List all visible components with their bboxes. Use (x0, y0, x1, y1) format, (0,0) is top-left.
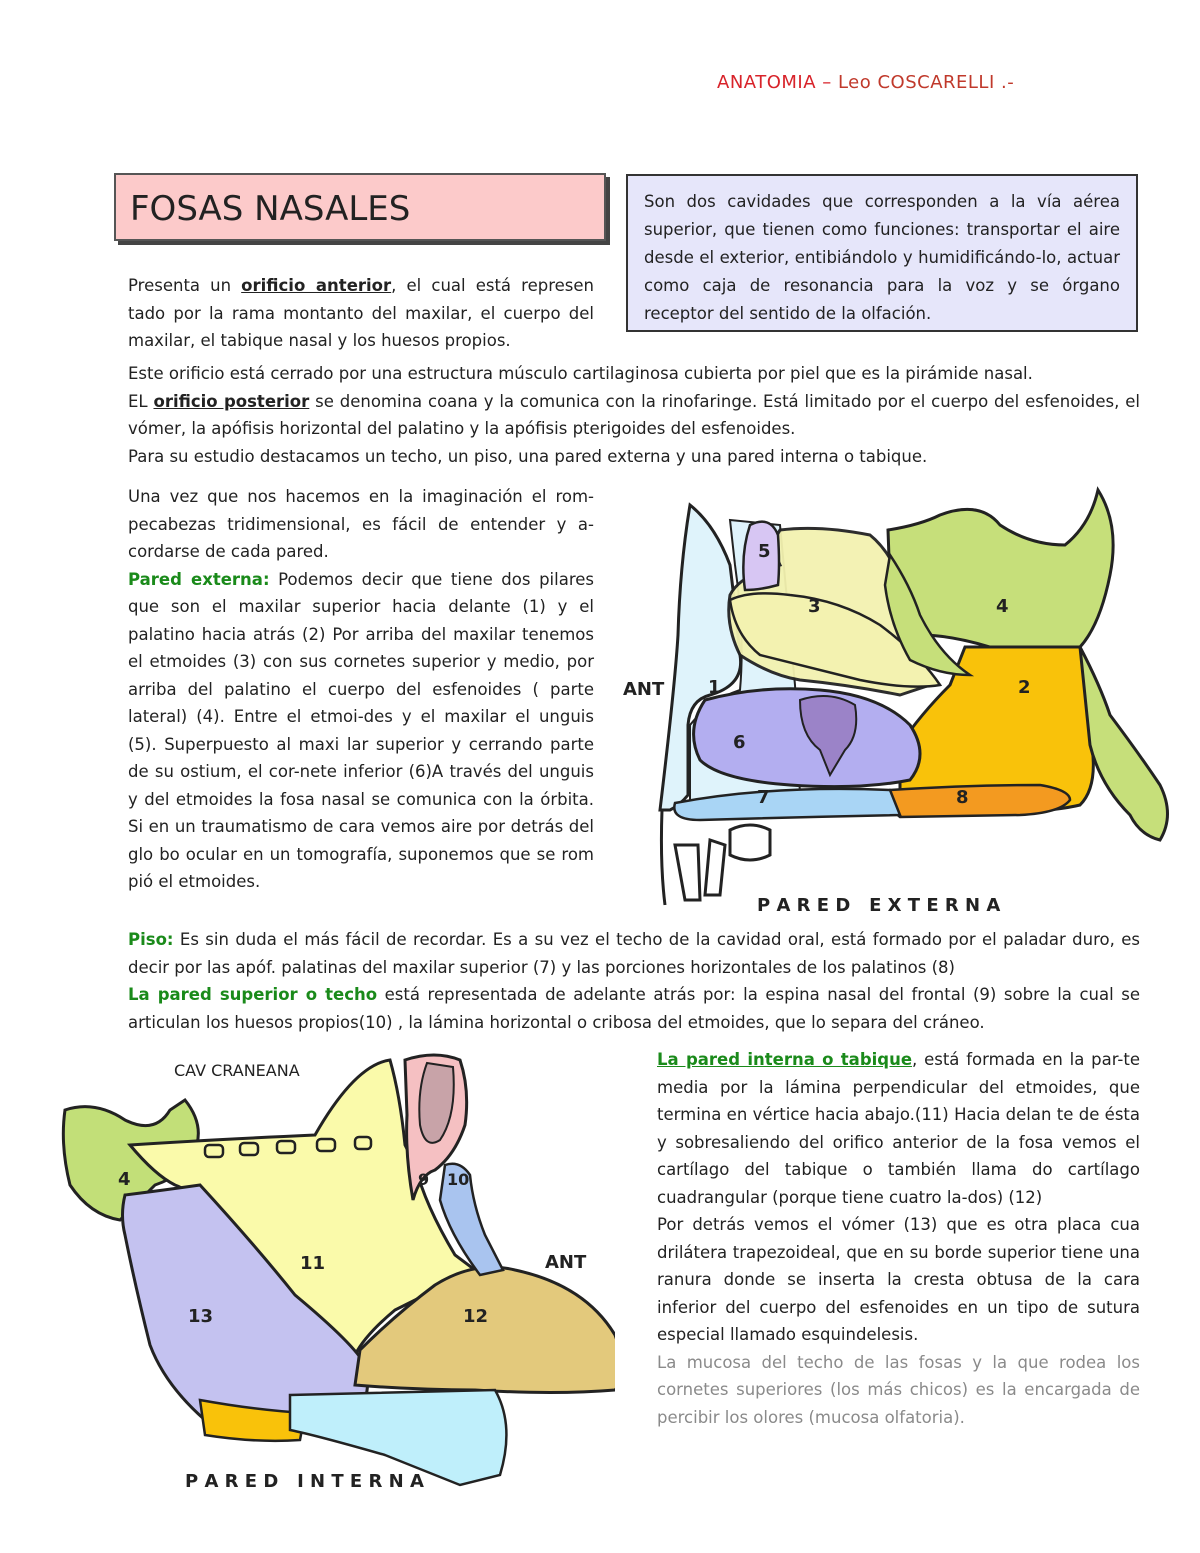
label-11: 11 (300, 1253, 326, 1274)
intro-text: Este orificio está cerrado por una estructura músculo cartilaginosa cubierta por piel que es la pirámide nasal. (128, 364, 1033, 383)
interna-section (657, 1046, 1140, 1431)
ant-label: ANT (623, 679, 665, 700)
orificio-anterior-term: orificio anterior (241, 276, 392, 295)
piso-text: Es sin duda el más fácil de recordar. Es a su vez el techo de la cavidad oral, está formado por el paladar duro, es decir por las apóf. palatinas del maxilar superior (7) y las porciones horizontales de los palatinos (8) (128, 930, 1140, 977)
label-8: 8 (956, 787, 969, 808)
page-title: FOSAS NASALES (130, 189, 411, 229)
label-4: 4 (996, 596, 1009, 617)
label-9: 9 (418, 1170, 430, 1189)
piso-techo-section (128, 926, 1140, 1036)
label-2: 2 (1018, 677, 1031, 698)
techo-text: está representada de adelante atrás por: la espina nasal del frontal (9) sobre la cual se articulan los huesos propios(10) , la lámina horizontal o cribosa del etmoides, que lo separa del cráneo. (128, 985, 1140, 1032)
intro-paragraph-2 (128, 360, 1140, 470)
externa-section (128, 483, 594, 896)
ant-label: ANT (545, 1252, 587, 1273)
label-1: 1 (708, 677, 721, 698)
page-header (717, 72, 1014, 93)
pared-externa-figure (620, 485, 1182, 920)
externa-intro: Una vez que nos hacemos en la imaginación el rom-pecabezas tridimensional, es fácil de entender y a-cordarse de cada pared. (128, 487, 594, 561)
teeth (675, 825, 770, 900)
label-10: 10 (447, 1170, 470, 1189)
header-author: Leo COSCARELLI .- (837, 72, 1015, 93)
label-3: 3 (808, 596, 821, 617)
label-5: 5 (758, 541, 771, 562)
vomer-text: Por detrás vemos el vómer (13) que es otra placa cua drilátera trapezoideal, que en su borde superior tiene una ranura donde se inserta la cresta obtusa de la cara inferior del cuerpo del esfenoides en un tipo de sutura especial llamado esquindelesis. (657, 1215, 1140, 1344)
definition-box: Son dos cavidades que corresponden a la vía aérea superior, que tienen como funciones: transportar el aire desde el exterior, entibiándolo y humidificándo-lo, actuar como caja de resonancia para la voz y se órgano receptor del sentido de la olfación. (626, 174, 1138, 332)
intro-text: EL (128, 391, 154, 411)
piso-term: Piso: (128, 930, 174, 949)
intro-text: se denomina coana y la comunica con la rinofaringe. Está limitado por el cuerpo del esfenoides, el vómer, la apófisis horizontal del palatino y la apófisis pterigoides del esfenoides. (128, 391, 1140, 438)
interna-text: , está formada en la par-te media por la lámina perpendicular del etmoides, que termina en vértice hacia abajo.(11) Hacia delan te de ésta y sobresaliendo del orifico anterior de la fosa vemos el cartílago del tabique o también llama do cartílago cuadrangular (porque tiene cuatro la-dos) (12) (657, 1050, 1140, 1207)
intro-text: Para su estudio destacamos un techo, un piso, una pared externa y una pared interna o tabique. (128, 446, 928, 466)
label-13: 13 (188, 1306, 214, 1327)
pared-externa-term: Pared externa: (128, 569, 270, 589)
label-4: 4 (118, 1169, 131, 1190)
mucosa-text: La mucosa del techo de las fosas y la que rodea los cornetes superiores (los más chicos) es la encargada de percibir los olores (mucosa olfatoria). (657, 1352, 1140, 1427)
jaw-outline (661, 810, 665, 905)
intro-text: , el cual está represen tado por la rama montanto del maxilar, el cuerpo del maxilar, el tabique nasal y los huesos propios. (128, 276, 594, 350)
pared-interna-term: La pared interna o tabique (657, 1050, 913, 1069)
externa-text: Podemos decir que tiene dos pilares que son el maxilar superior hacia delante (1) y el palatino hacia atrás (2) Por arriba del maxilar tenemos el etmoides (3) con sus cornetes superior y medio, por arriba del palatino el cuerpo del esfenoides ( parte lateral) (4). Entre el etmoi-des y el maxilar el unguis (5). Superpuesto al maxi lar superior y cerrando parte de su ostium, el cor-nete inferior (6)A través del unguis y del etmoides la fosa nasal se comunica con la órbita. Si en un traumatismo de cara vemos aire por detrás del glo bo ocular en un tomografía, suponemos que se rom pió el etmoides. (128, 569, 594, 891)
label-12: 12 (463, 1306, 489, 1327)
pared-interna-figure (55, 1045, 615, 1505)
pared-interna-caption: P A R E D I N T E R N A (185, 1471, 424, 1492)
header-subject: ANATOMIA – (717, 72, 838, 93)
intro-text: Presenta un (128, 276, 242, 295)
title-box (114, 173, 606, 241)
cav-craneana-label: CAV CRANEANA (174, 1061, 300, 1080)
label-6: 6 (733, 732, 746, 753)
pterigoides-region (1080, 647, 1168, 840)
techo-term: La pared superior o techo (128, 985, 378, 1004)
intro-paragraph-1 (128, 272, 594, 355)
label-7: 7 (757, 787, 770, 808)
palatino-horizontal-region (889, 785, 1070, 817)
pared-externa-caption: P A R E D E X T E R N A (757, 895, 1001, 916)
orificio-posterior-term: orificio posterior (153, 391, 310, 411)
